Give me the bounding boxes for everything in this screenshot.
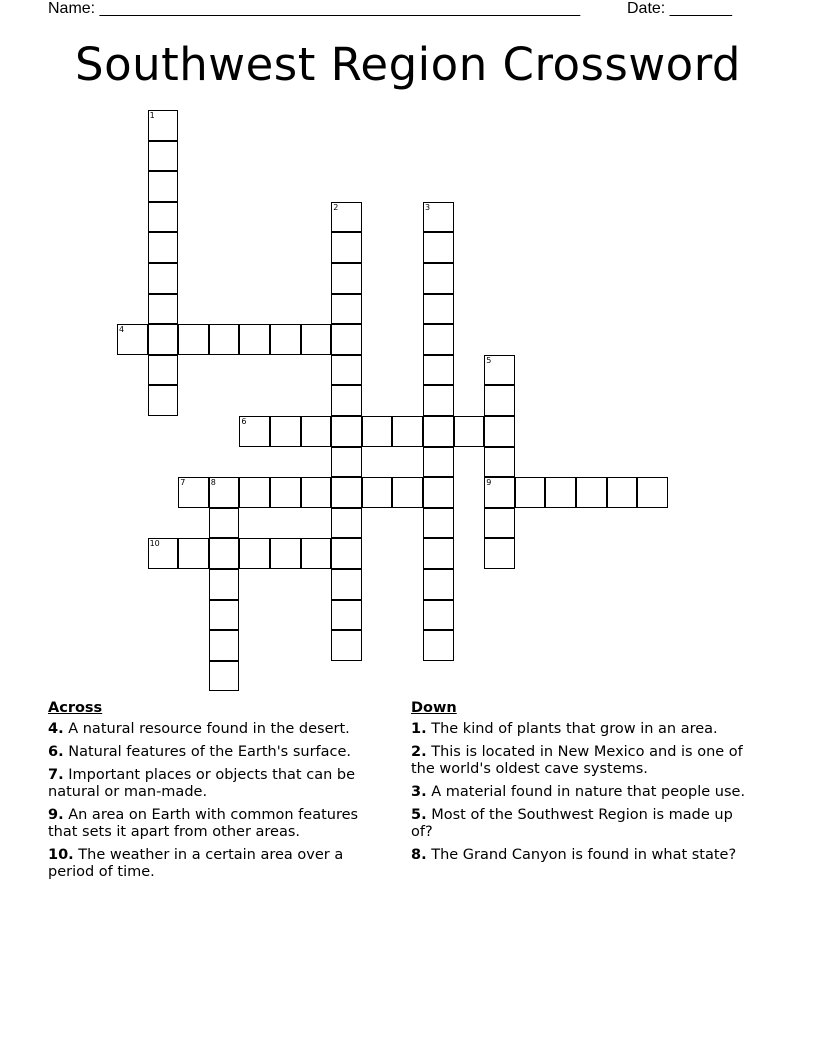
grid-cell[interactable] — [423, 263, 454, 294]
down-clues — [411, 700, 751, 870]
grid-cell[interactable] — [331, 600, 362, 631]
grid-cell[interactable] — [301, 477, 332, 508]
grid-cell[interactable] — [270, 324, 301, 355]
across-clues — [48, 700, 388, 887]
grid-cell[interactable] — [331, 447, 362, 478]
grid-cell[interactable] — [423, 355, 454, 386]
grid-cell[interactable] — [423, 232, 454, 263]
grid-cell[interactable] — [484, 447, 515, 478]
clue-text: The Grand Canyon is found in what state? — [426, 847, 737, 863]
grid-cell[interactable] — [148, 294, 179, 325]
cell-number: 5 — [486, 355, 492, 365]
cell-number: 9 — [486, 478, 492, 488]
clue-item — [411, 847, 751, 864]
grid-cell[interactable] — [515, 477, 546, 508]
grid-cell[interactable] — [148, 110, 179, 141]
clue-number: 2. — [411, 744, 427, 760]
grid-cell[interactable] — [423, 294, 454, 325]
clue-item — [48, 721, 388, 738]
grid-cell[interactable] — [362, 416, 393, 447]
grid-cell[interactable] — [331, 508, 362, 539]
grid-cell[interactable] — [209, 630, 240, 661]
date-line[interactable]: _______ — [669, 0, 732, 17]
grid-cell[interactable] — [209, 569, 240, 600]
grid-cell[interactable] — [239, 538, 270, 569]
cell-number: 4 — [119, 325, 125, 335]
grid-cell[interactable] — [423, 630, 454, 661]
grid-cell[interactable] — [270, 477, 301, 508]
cell-number: 2 — [333, 202, 339, 212]
grid-cell[interactable] — [392, 416, 423, 447]
grid-cell[interactable] — [423, 538, 454, 569]
grid-cell[interactable] — [576, 477, 607, 508]
grid-cell[interactable] — [148, 355, 179, 386]
grid-cell[interactable] — [178, 324, 209, 355]
across-heading: Across — [48, 700, 103, 716]
grid-cell[interactable] — [148, 263, 179, 294]
name-label: Name: — [48, 0, 96, 17]
cell-number: 8 — [210, 478, 216, 488]
grid-cell[interactable] — [301, 324, 332, 355]
clue-text: Most of the Southwest Region is made up of? — [411, 807, 733, 840]
cell-number: 1 — [149, 111, 155, 120]
date-label: Date: — [627, 0, 666, 17]
grid-cell[interactable] — [331, 202, 362, 233]
grid-cell[interactable] — [423, 324, 454, 355]
grid-cell[interactable] — [209, 324, 240, 355]
grid-cell[interactable] — [331, 232, 362, 263]
grid-cell[interactable] — [209, 477, 240, 508]
clue-number: 5. — [411, 807, 427, 823]
grid-cell[interactable] — [178, 477, 209, 508]
grid-cell[interactable] — [484, 538, 515, 569]
clue-text: A material found in nature that people use. — [426, 784, 746, 800]
grid-cell[interactable] — [148, 232, 179, 263]
clue-number: 10. — [48, 847, 74, 863]
down-heading: Down — [411, 700, 457, 716]
grid-cell[interactable] — [484, 416, 515, 447]
grid-cell[interactable] — [423, 508, 454, 539]
grid-cell[interactable] — [423, 202, 454, 233]
grid-cell[interactable] — [331, 630, 362, 661]
grid-cell[interactable] — [209, 538, 240, 569]
grid-cell[interactable] — [545, 477, 576, 508]
grid-cell[interactable] — [270, 538, 301, 569]
cell-number: 6 — [241, 417, 247, 426]
clue-item — [48, 744, 388, 761]
grid-cell[interactable] — [331, 263, 362, 294]
grid-cell[interactable] — [331, 385, 362, 416]
grid-cell[interactable] — [331, 324, 362, 355]
grid-cell[interactable] — [117, 324, 148, 355]
grid-cell[interactable] — [637, 477, 668, 508]
cell-number: 7 — [180, 478, 186, 488]
grid-cell[interactable] — [239, 324, 270, 355]
clue-item — [48, 767, 388, 801]
grid-cell[interactable] — [423, 477, 454, 508]
grid-cell[interactable] — [148, 385, 179, 416]
grid-cell[interactable] — [270, 416, 301, 447]
grid-cell[interactable] — [239, 416, 270, 447]
cell-number: 3 — [425, 202, 431, 212]
clue-item — [411, 807, 751, 841]
grid-cell[interactable] — [239, 477, 270, 508]
grid-cell[interactable] — [209, 661, 240, 692]
clue-number: 4. — [48, 721, 64, 737]
grid-cell[interactable] — [423, 447, 454, 478]
clue-text: An area on Earth with common features that sets it apart from other areas. — [48, 807, 359, 840]
grid-cell[interactable] — [423, 600, 454, 631]
grid-cell[interactable] — [484, 508, 515, 539]
grid-cell[interactable] — [331, 477, 362, 508]
page-title: Southwest Region Crossword — [75, 38, 741, 91]
clue-item — [48, 847, 388, 881]
clue-number: 8. — [411, 847, 427, 863]
grid-cell[interactable] — [148, 141, 179, 172]
grid-cell[interactable] — [301, 538, 332, 569]
clue-text: Important places or objects that can be natural or man-made. — [48, 767, 356, 800]
clue-text: Natural features of the Earth's surface. — [63, 744, 352, 760]
clue-number: 9. — [48, 807, 64, 823]
grid-cell[interactable] — [484, 477, 515, 508]
grid-cell[interactable] — [423, 569, 454, 600]
grid-cell[interactable] — [484, 385, 515, 416]
grid-cell[interactable] — [331, 294, 362, 325]
clue-number: 6. — [48, 744, 64, 760]
grid-cell[interactable] — [454, 416, 485, 447]
clue-number: 7. — [48, 767, 64, 783]
grid-cell[interactable] — [362, 477, 393, 508]
clue-number: 1. — [411, 721, 427, 737]
grid-cell[interactable] — [148, 538, 179, 569]
grid-cell[interactable] — [209, 600, 240, 631]
grid-cell[interactable] — [301, 416, 332, 447]
grid-cell[interactable] — [209, 508, 240, 539]
clue-number: 3. — [411, 784, 427, 800]
clue-item — [411, 721, 751, 738]
grid-cell[interactable] — [148, 202, 179, 233]
clue-text: A natural resource found in the desert. — [63, 721, 350, 737]
grid-cell[interactable] — [331, 569, 362, 600]
clue-text: This is located in New Mexico and is one of the world's oldest cave systems. — [411, 744, 743, 777]
clue-item — [48, 807, 388, 841]
clue-text: The kind of plants that grow in an area. — [426, 721, 718, 737]
clue-text: The weather in a certain area over a period of time. — [48, 847, 344, 880]
grid-cell[interactable] — [484, 355, 515, 386]
grid-cell[interactable] — [178, 538, 209, 569]
cell-number: 10 — [149, 539, 160, 549]
grid-cell[interactable] — [423, 385, 454, 416]
name-line[interactable]: ______________________________________________________ — [99, 0, 581, 17]
clue-item — [411, 744, 751, 778]
grid-cell[interactable] — [392, 477, 423, 508]
grid-cell[interactable] — [331, 538, 362, 569]
grid-cell[interactable] — [148, 324, 179, 355]
grid-cell[interactable] — [607, 477, 638, 508]
clue-item — [411, 784, 751, 801]
grid-cell[interactable] — [148, 171, 179, 202]
grid-cell[interactable] — [331, 355, 362, 386]
grid-cell[interactable] — [423, 416, 454, 447]
grid-cell[interactable] — [331, 416, 362, 447]
